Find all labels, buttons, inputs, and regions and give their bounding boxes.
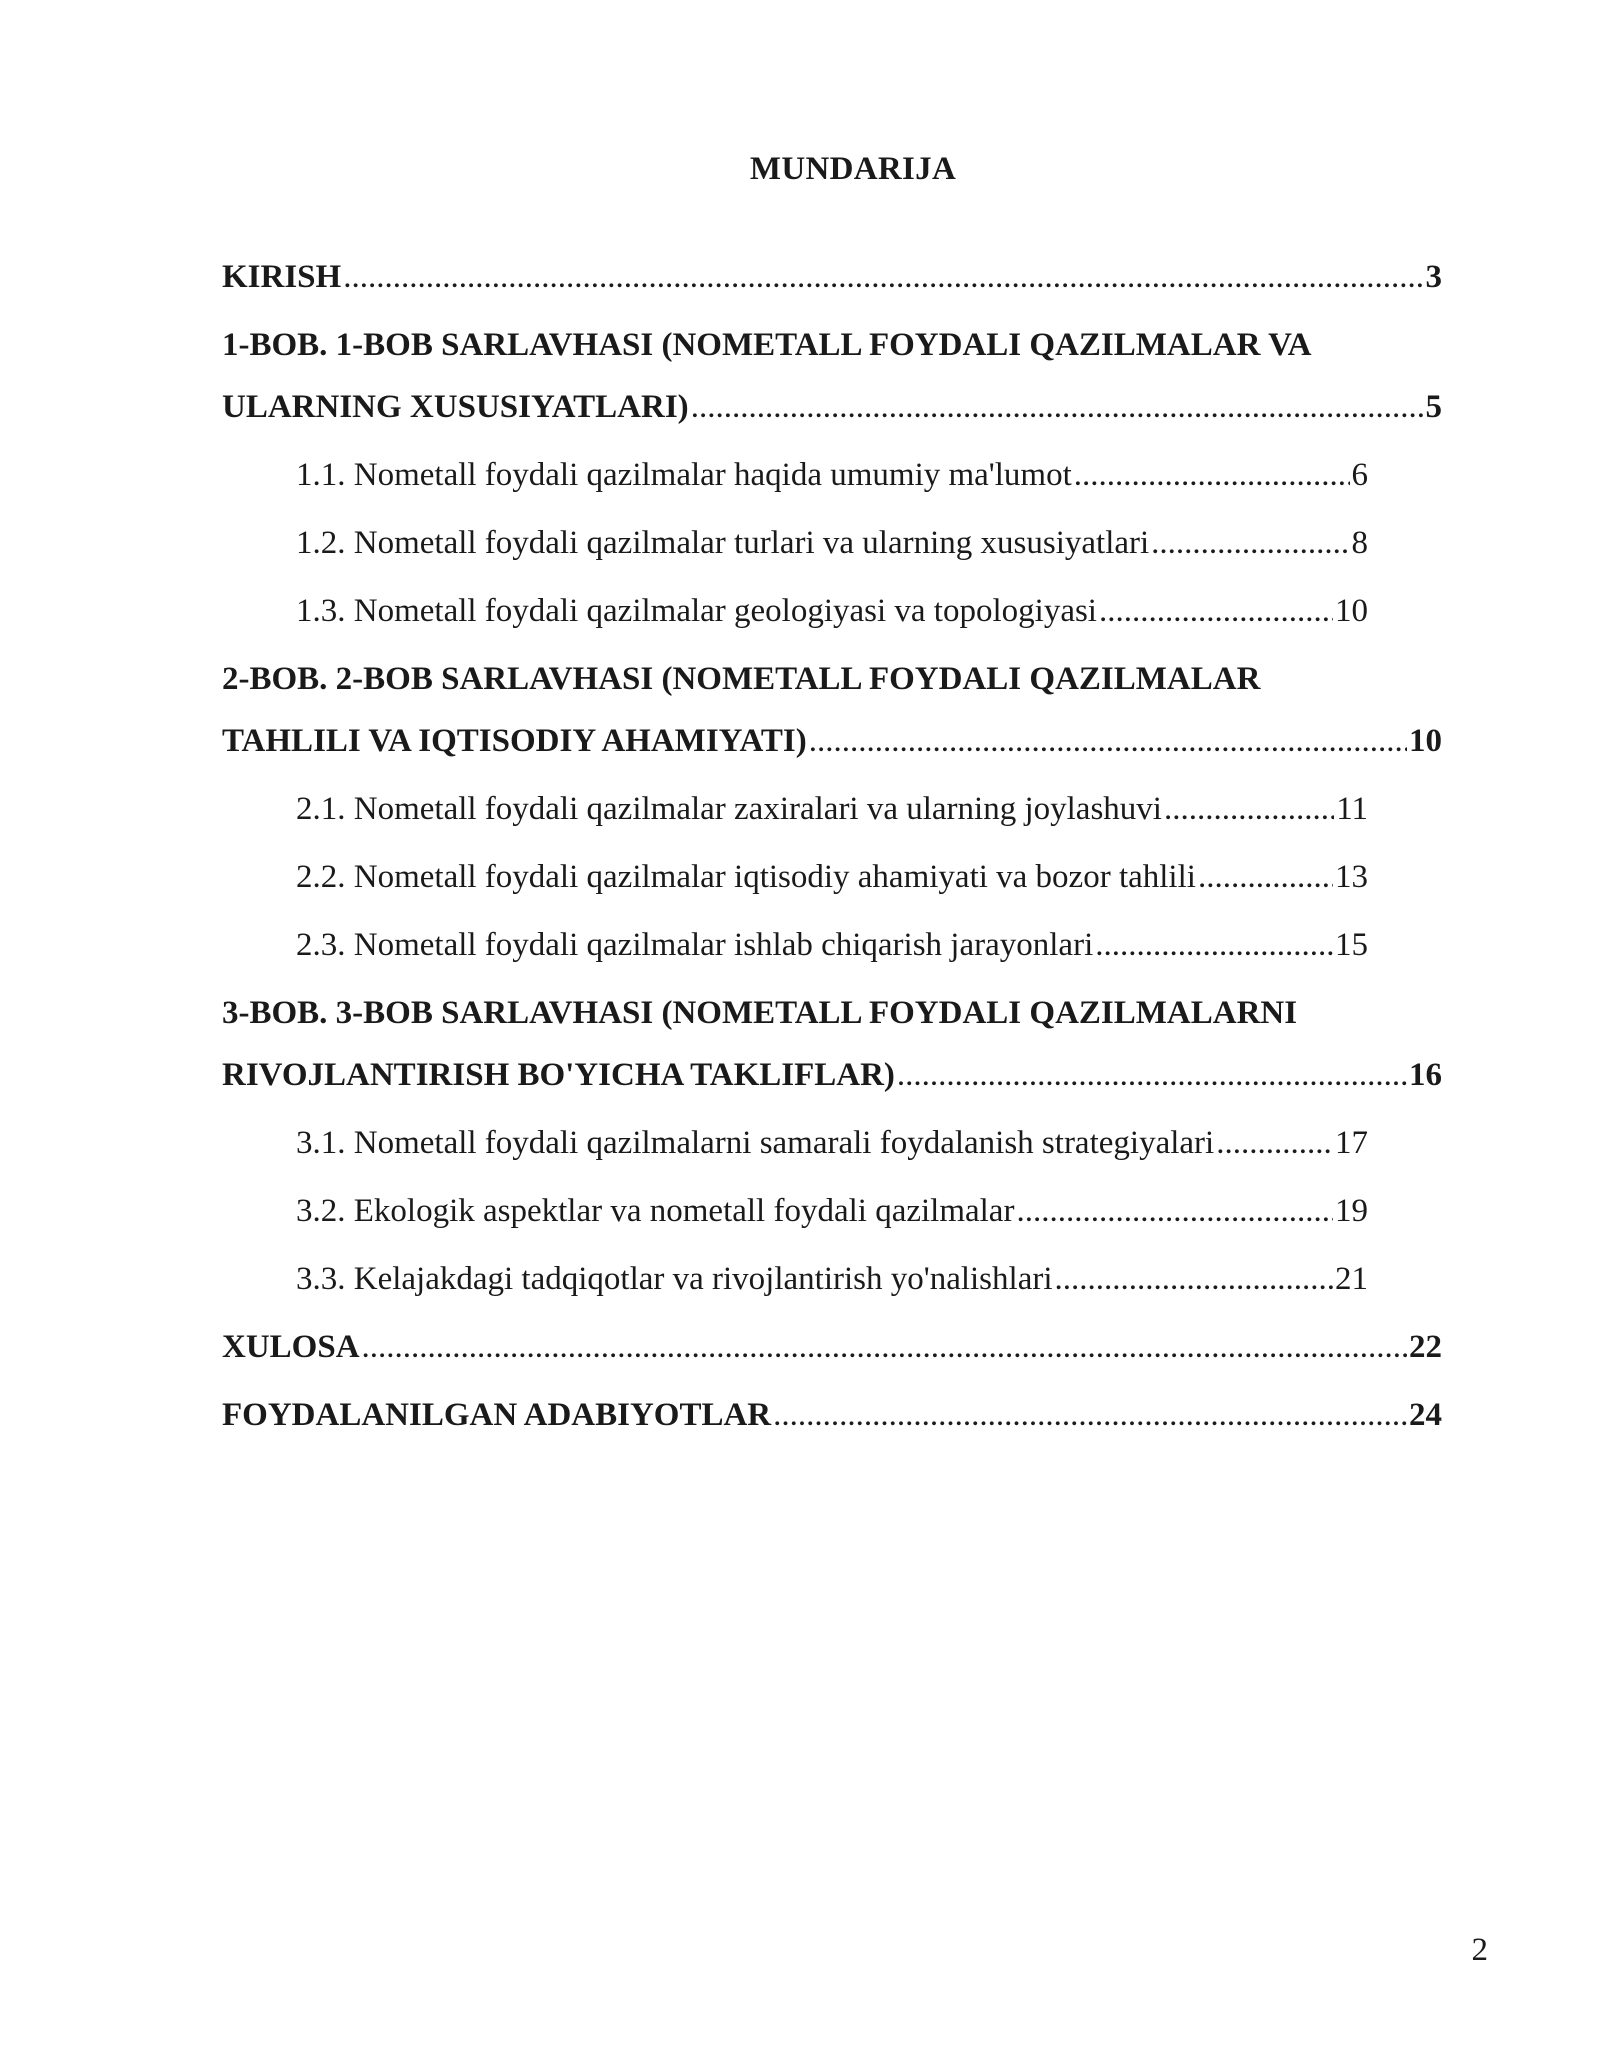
toc-section-entry[interactable] [222, 778, 1368, 840]
toc-chapter-entry[interactable] [222, 982, 1442, 1106]
toc-dot-leader [809, 710, 1407, 772]
toc-section-entry[interactable] [222, 1112, 1368, 1174]
toc-entry-title: FOYDALANILGAN ADABIYOTLAR [222, 1397, 772, 1433]
toc-page-number: 24 [1409, 1397, 1442, 1433]
toc-chapter-entry[interactable] [222, 1316, 1442, 1378]
toc-entry-title: 3.3. Kelajakdagi tadqiqotlar va rivojlantirish yo'nalishlari [296, 1261, 1053, 1297]
toc-page-number: 10 [1335, 593, 1368, 629]
toc-page-number: 15 [1335, 927, 1368, 963]
toc-chapter-entry[interactable] [222, 648, 1442, 772]
toc-page-number: 10 [1409, 723, 1442, 759]
toc-dot-leader [1151, 512, 1349, 574]
toc-section-entry[interactable] [222, 512, 1368, 574]
toc-entry-title: 1.3. Nometall foydali qazilmalar geologiyasi va topologiyasi [296, 593, 1097, 629]
toc-page-number: 3 [1425, 259, 1442, 295]
toc-dot-leader [1198, 846, 1333, 908]
toc-entry-title: KIRISH [222, 259, 342, 295]
toc-chapter-entry[interactable] [222, 1384, 1442, 1446]
toc-page-number: 11 [1336, 791, 1368, 827]
toc-entry-title: RIVOJLANTIRISH BO'YICHA TAKLIFLAR) [222, 1057, 895, 1093]
toc-dot-leader [362, 1316, 1407, 1378]
toc-dot-leader [343, 246, 1423, 308]
toc-entry-title-line: 2-BOB. 2-BOB SARLAVHASI (NOMETALL FOYDALI QAZILMALAR [222, 661, 1261, 697]
toc-entry-title: 2.1. Nometall foydali qazilmalar zaxiralari va ularning joylashuvi [296, 791, 1162, 827]
toc-section-entry[interactable] [222, 914, 1368, 976]
toc-page-number: 22 [1409, 1329, 1442, 1365]
toc-entry-line [222, 1316, 1442, 1378]
toc-section-entry[interactable] [222, 846, 1368, 908]
toc-section-entry[interactable] [222, 580, 1368, 642]
toc-dot-leader [1055, 1248, 1333, 1310]
toc-entry-line [296, 512, 1368, 574]
toc-entry-line [222, 246, 1442, 308]
toc-chapter-entry[interactable] [222, 246, 1442, 308]
toc-page-number: 17 [1335, 1125, 1368, 1161]
toc-dot-leader [691, 376, 1424, 438]
toc-entry-title: 3.2. Ekologik aspektlar va nometall foydali qazilmalar [296, 1193, 1015, 1229]
toc-entry-line [222, 1384, 1442, 1446]
toc-chapter-entry[interactable] [222, 314, 1442, 438]
toc-dot-leader [773, 1384, 1407, 1446]
toc-section-entry[interactable] [222, 1248, 1368, 1310]
toc-entry-title-line: 1-BOB. 1-BOB SARLAVHASI (NOMETALL FOYDALI QAZILMALAR VA [222, 327, 1312, 363]
toc-page-number: 6 [1351, 457, 1368, 493]
toc-page-number: 13 [1335, 859, 1368, 895]
toc-entry-line [296, 846, 1368, 908]
toc-entry-title: 1.1. Nometall foydali qazilmalar haqida umumiy ma'lumot [296, 457, 1072, 493]
toc-entry-line [296, 1112, 1368, 1174]
toc-page-number: 21 [1335, 1261, 1368, 1297]
toc-entry-line [296, 1248, 1368, 1310]
toc-dot-leader [1099, 580, 1333, 642]
toc-entry-title: XULOSA [222, 1329, 360, 1365]
toc-entry-line [296, 580, 1368, 642]
toc-entry-title: 1.2. Nometall foydali qazilmalar turlari va ularning xususiyatlari [296, 525, 1150, 561]
toc-page-number: 8 [1351, 525, 1368, 561]
toc-dot-leader [1095, 914, 1333, 976]
toc-entry-title: TAHLILI VA IQTISODIY AHAMIYATI) [222, 723, 807, 759]
toc-page-number: 5 [1425, 389, 1442, 425]
toc-dot-leader [1016, 1180, 1333, 1242]
toc-entry-line [296, 444, 1368, 506]
toc-entry-title-line: 3-BOB. 3-BOB SARLAVHASI (NOMETALL FOYDALI QAZILMALARNI [222, 995, 1298, 1031]
toc-dot-leader [897, 1044, 1407, 1106]
toc-page-number: 19 [1335, 1193, 1368, 1229]
toc-entry-line [222, 710, 1442, 772]
page-title: MUNDARIJA [749, 151, 957, 187]
toc-entry-line [222, 1044, 1442, 1106]
toc-entry-line [296, 778, 1368, 840]
toc-dot-leader [1164, 778, 1334, 840]
toc-entry-title: ULARNING XUSUSIYATLARI) [222, 389, 689, 425]
toc-entry-title: 2.3. Nometall foydali qazilmalar ishlab chiqarish jarayonlari [296, 927, 1094, 963]
toc-dot-leader [1074, 444, 1350, 506]
toc-entry-line [296, 914, 1368, 976]
toc-entry-title: 2.2. Nometall foydali qazilmalar iqtisodiy ahamiyati va bozor tahlili [296, 859, 1196, 895]
toc-section-entry[interactable] [222, 444, 1368, 506]
toc-entry-line [296, 1180, 1368, 1242]
table-of-contents [222, 240, 1442, 1452]
page-number: 2 [1471, 1932, 1488, 1968]
toc-section-entry[interactable] [222, 1180, 1368, 1242]
toc-page-number: 16 [1409, 1057, 1442, 1093]
toc-entry-title: 3.1. Nometall foydali qazilmalarni samarali foydalanish strategiyalari [296, 1125, 1215, 1161]
toc-entry-line [222, 376, 1442, 438]
toc-dot-leader [1216, 1112, 1333, 1174]
